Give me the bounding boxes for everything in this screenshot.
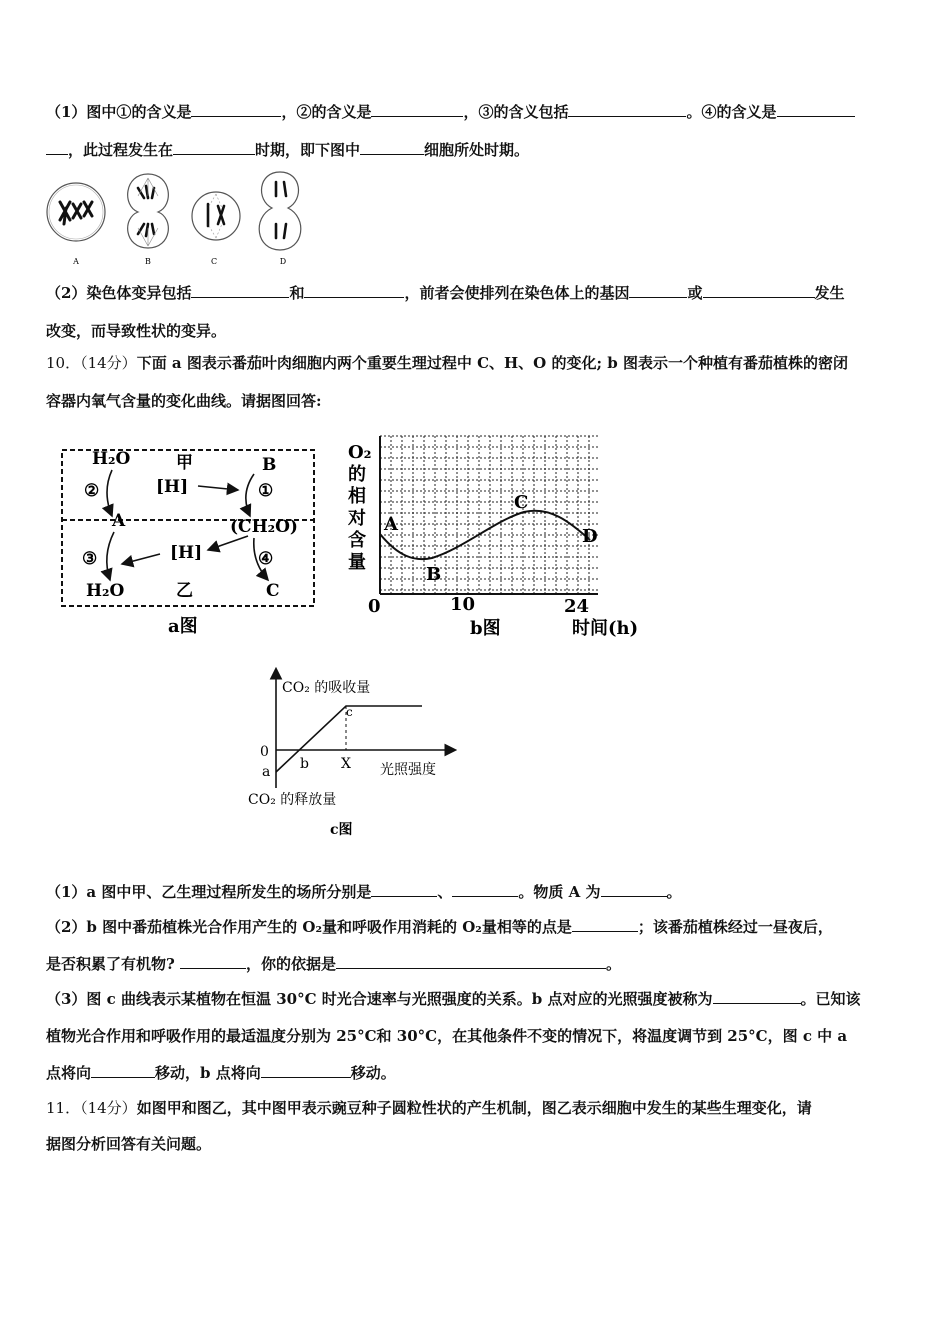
arrow-b-to-ch2o xyxy=(246,474,254,516)
text-segment: ，②的含义是 xyxy=(281,103,372,121)
text-segment: 是否积累了有机物? xyxy=(46,955,181,973)
label-h2o-bottom: H₂O xyxy=(86,581,125,601)
text-segment: （2）b 图中番茄植株光合作用产生的 O₂量和呼吸作用消耗的 O₂量相等的点是 xyxy=(46,918,572,936)
figure-b-caption: b图 xyxy=(470,618,501,639)
q10-stem-line2 xyxy=(46,391,908,411)
text-segment: 下面 a 图表示番茄叶肉细胞内两个重要生理过程中 C、H、O 的变化; b 图表示一个种植有番茄植株的密闭 xyxy=(136,354,848,372)
tick-10: 10 xyxy=(450,594,476,615)
label-a: A xyxy=(112,511,126,531)
point-label-b: b xyxy=(300,756,309,772)
figure-c-chart xyxy=(246,664,466,844)
cell-d xyxy=(259,172,301,250)
text-segment: 据图分析回答有关问题。 xyxy=(46,1135,212,1153)
cell-label-a: A xyxy=(73,257,79,266)
ylabel-char: O₂ xyxy=(348,442,372,463)
text-segment: 、 xyxy=(437,883,453,901)
text-segment: 。物质 A 为 xyxy=(518,883,601,901)
ylabel-char: 量 xyxy=(348,552,366,573)
text-segment: 移动，b 点将向 xyxy=(155,1064,261,1082)
figure-b-chart xyxy=(344,430,654,644)
arrow-ch2o-to-h xyxy=(208,536,248,550)
answer-blank[interactable] xyxy=(336,954,606,969)
answer-blank[interactable] xyxy=(180,954,246,969)
q9-part2-line1 xyxy=(46,283,908,303)
answer-blank[interactable] xyxy=(601,882,667,897)
ylabel-char: 含 xyxy=(348,530,366,551)
text-segment: 。 xyxy=(606,955,622,973)
q10-sub2-line2 xyxy=(46,954,908,974)
q9-part1-line2 xyxy=(46,140,908,160)
answer-blank[interactable] xyxy=(360,140,424,155)
q10-sub3-line2 xyxy=(46,1026,908,1046)
text-segment: （3）图 c 曲线表示某植物在恒温 30°C 时光合速率与光照强度的关系。b 点对应的光照强度被称为 xyxy=(46,990,713,1008)
text-segment: 时期，即下图中 xyxy=(255,141,361,159)
answer-blank[interactable] xyxy=(629,283,687,298)
text-segment: 细胞所处时期。 xyxy=(424,141,530,159)
text-segment: 。 xyxy=(666,883,682,901)
cell-c xyxy=(192,192,240,240)
ylabel-char: 对 xyxy=(348,508,366,529)
answer-blank[interactable] xyxy=(371,882,437,897)
cell-division-figure xyxy=(40,168,320,270)
text-segment: 改变，而导致性状的变异。 xyxy=(46,322,227,340)
point-label-b: B xyxy=(426,564,442,585)
answer-blank[interactable] xyxy=(191,283,289,298)
text-segment: 点将向 xyxy=(46,1064,92,1082)
answer-blank[interactable] xyxy=(304,283,404,298)
text-segment: ，此过程发生在 xyxy=(68,141,174,159)
answer-blank[interactable] xyxy=(777,102,855,117)
text-segment: 发生 xyxy=(814,284,845,302)
x-axis-label: 时间(h) xyxy=(572,618,639,639)
answer-blank[interactable] xyxy=(703,283,815,298)
text-segment: ，③的含义包括 xyxy=(463,103,569,121)
answer-blank[interactable] xyxy=(572,917,638,932)
q10-sub3-line1 xyxy=(46,989,908,1009)
point-label-c: c xyxy=(346,705,353,719)
x-axis-label: 光照强度 xyxy=(380,762,436,778)
cell-label-d: D xyxy=(279,257,287,266)
text-segment: 。④的含义是 xyxy=(686,103,777,121)
cell-label-c: C xyxy=(210,257,218,266)
q11-stem-line2 xyxy=(46,1134,908,1154)
text-segment: 或 xyxy=(687,284,703,302)
answer-blank[interactable] xyxy=(191,102,281,117)
point-label-c: C xyxy=(514,492,529,513)
label-h-top: [H] xyxy=(156,477,189,497)
q10-sub3-line3 xyxy=(46,1063,908,1083)
ylabel-char: 的 xyxy=(348,464,366,485)
answer-blank[interactable] xyxy=(261,1063,351,1078)
question-score: （14分） xyxy=(80,354,137,372)
q10-sub1 xyxy=(46,882,908,902)
text-segment: （2）染色体变异包括 xyxy=(46,284,192,302)
label-circle-4: ④ xyxy=(258,549,274,569)
text-segment: ；该番茄植株经过一昼夜后， xyxy=(637,918,833,936)
point-label-x: X xyxy=(341,756,351,772)
answer-blank[interactable] xyxy=(568,102,686,117)
q9-part2-line2 xyxy=(46,321,908,341)
text-segment: 容器内氧气含量的变化曲线。请据图回答: xyxy=(46,392,322,410)
arrow-h-to-ch2o xyxy=(198,486,238,490)
text-segment: 如图甲和图乙，其中图甲表示豌豆种子圆粒性状的产生机制，图乙表示细胞中发生的某些生理变化，请 xyxy=(136,1099,812,1117)
label-h-bottom: [H] xyxy=(170,543,203,563)
figure-a-caption: a图 xyxy=(168,616,198,637)
tick-0: 0 xyxy=(368,596,381,617)
cell-b xyxy=(128,174,169,248)
label-jia: 甲 xyxy=(176,453,193,473)
text-segment: 。已知该 xyxy=(800,990,861,1008)
question-number: 11． xyxy=(46,1099,81,1117)
origin-label: 0 xyxy=(260,744,269,760)
text-segment: 植物光合作用和呼吸作用的最适温度分别为 25°C和 30°C，在其他条件不变的情况下，将温度调节到 25°C，图 c 中 a xyxy=(46,1027,848,1045)
label-c: C xyxy=(266,581,280,601)
text-segment: 移动。 xyxy=(350,1064,396,1082)
point-label-a: a xyxy=(262,764,271,780)
text-segment: （1）a 图中甲、乙生理过程所发生的场所分别是 xyxy=(46,883,372,901)
answer-blank[interactable] xyxy=(713,989,801,1004)
arrow-h2o-to-a xyxy=(107,470,112,516)
point-label-d: D xyxy=(582,526,598,547)
text-segment: ，前者会使排列在染色体上的基因 xyxy=(404,284,630,302)
label-b: B xyxy=(262,455,277,475)
q9-part1-line1 xyxy=(46,102,908,122)
text-segment: ，你的依据是 xyxy=(246,955,337,973)
answer-blank[interactable] xyxy=(91,1063,155,1078)
label-circle-3: ③ xyxy=(82,549,98,569)
figure-c-caption: c图 xyxy=(330,822,353,838)
text-segment: 和 xyxy=(289,284,305,302)
answer-blank[interactable] xyxy=(371,102,463,117)
label-h2o-top: H₂O xyxy=(92,449,131,469)
cell-label-b: B xyxy=(145,257,151,266)
cell-a xyxy=(47,183,105,241)
answer-blank[interactable] xyxy=(452,882,518,897)
arrow-h-to-h2o xyxy=(122,554,160,564)
y-label-bottom: CO₂ 的释放量 xyxy=(248,792,337,808)
q10-stem-line1 xyxy=(46,353,908,373)
answer-blank[interactable] xyxy=(46,140,68,155)
q11-stem-line1 xyxy=(46,1098,908,1118)
q10-sub2-line1 xyxy=(46,917,908,937)
text-segment: （1）图中①的含义是 xyxy=(46,103,192,121)
ylabel-char: 相 xyxy=(348,486,366,507)
point-label-a: A xyxy=(384,514,398,535)
y-label-top: CO₂ 的吸收量 xyxy=(282,680,371,696)
label-circle-1: ① xyxy=(258,481,274,501)
label-ch2o: (CH₂O) xyxy=(230,517,298,537)
answer-blank[interactable] xyxy=(173,140,255,155)
question-score: （14分） xyxy=(80,1099,137,1117)
label-yi: 乙 xyxy=(176,581,193,601)
label-circle-2: ② xyxy=(84,481,100,501)
arrow-a-to-h2o xyxy=(107,532,114,580)
figure-a-diagram xyxy=(58,440,320,640)
question-number: 10． xyxy=(46,354,81,372)
tick-24: 24 xyxy=(564,596,590,617)
